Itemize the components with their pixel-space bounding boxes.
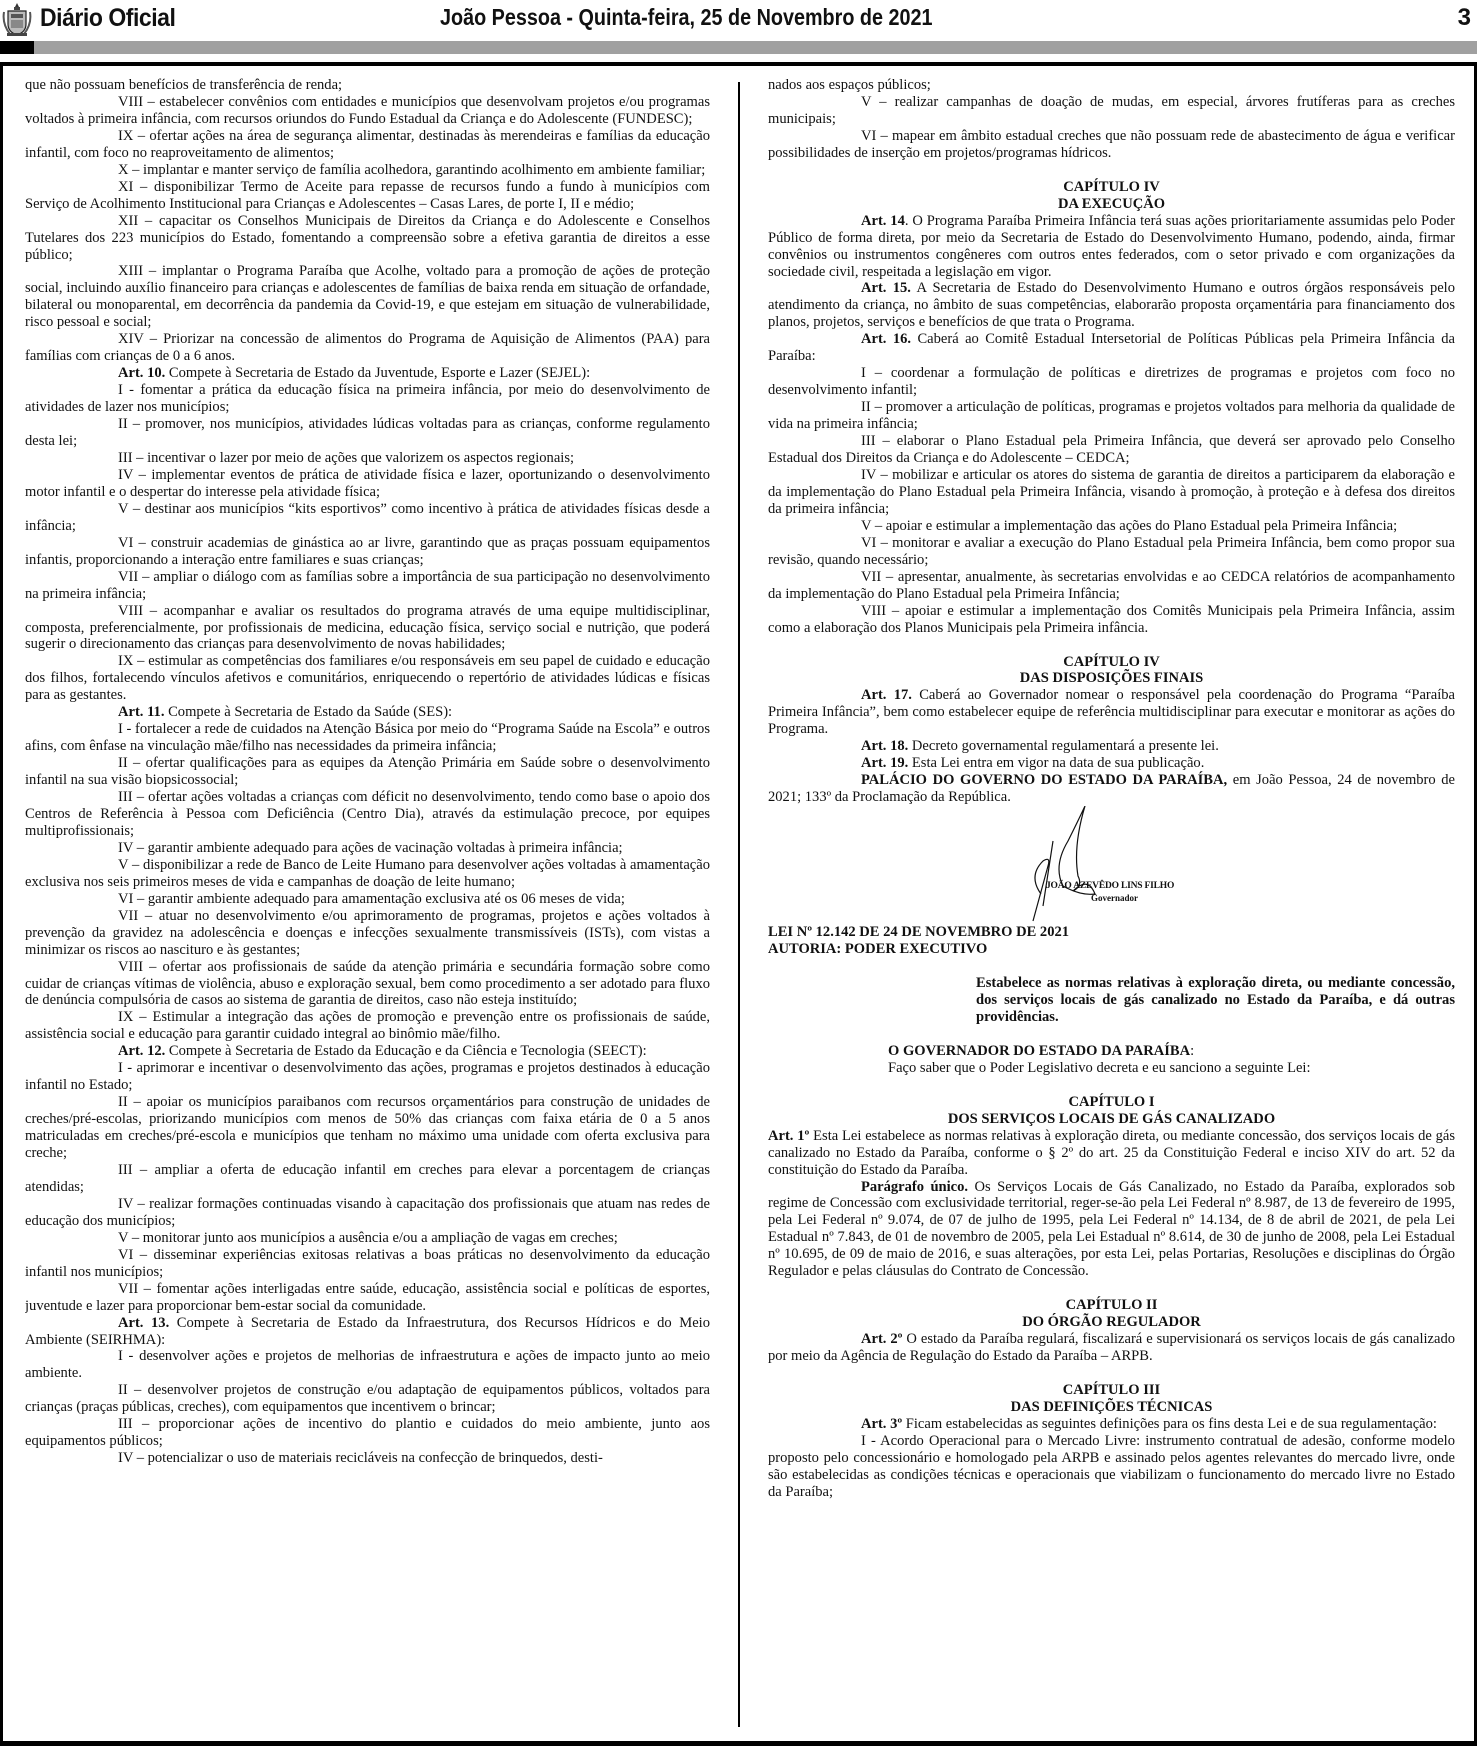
paragraph-text: VII – fomentar ações interligadas entre saúde, educação, assistência social e políticas de esportes, juventude e lazer para proporcionar bem-estar social da comunidade.	[25, 1280, 710, 1314]
paragraph	[25, 1382, 710, 1416]
paragraph-text: XII – capacitar os Conselhos Municipais de Direitos da Criança e do Adolescente e Conselhos Tutelares dos 223 municípios do Estado, fomentando a compreensão sobre a efetiva garantia de direitos a esse público;	[25, 212, 710, 263]
paragraph	[25, 467, 710, 501]
paragraph-text: que não possuam benefícios de transferência de renda;	[25, 77, 343, 93]
paragraph-text: III – incentivar o lazer por meio de ações que valorizem os aspectos regionais;	[118, 449, 575, 466]
paragraph-text: VI – construir academias de ginástica ao ar livre, garantindo que as praças possuam equipamentos infantis, proporcionando a interação entre familiares e suas crianças;	[25, 534, 710, 568]
paragraph	[25, 891, 710, 908]
paragraph-text: XI – disponibilizar Termo de Aceite para repasse de recursos fundo a fundo à municípios com Serviço de Acolhimento Institucional para Crianças e Adolescentes – Casas Lares, de porte I, II e médio;	[25, 178, 710, 212]
masthead	[0, 0, 1477, 56]
paragraph	[25, 94, 710, 128]
article-label: Art. 10.	[118, 365, 166, 382]
article-label: Art. 3º	[861, 1415, 903, 1432]
art13-continuation	[768, 77, 1455, 162]
paragraph-text: I - fomentar a prática da educação física na primeira infância, por meio do desenvolvimento de atividades de lazer nos municípios;	[25, 382, 710, 416]
article-paragraph	[768, 687, 1455, 738]
paragraph-text: I - aprimorar e incentivar o desenvolvimento das ações, programas e projetos destinados à educação infantil no Estado;	[25, 1060, 710, 1094]
paragraph-text: VIII – apoiar e estimular a implementação dos Comitês Municipais pela Primeira Infância, assim como a elaboração dos Planos Municipais pela Primeira infância.	[768, 602, 1455, 636]
article-label: Art. 12.	[118, 1043, 166, 1060]
paragraph	[25, 908, 710, 959]
chapter-heading: CAPÍTULO IV	[1063, 653, 1160, 670]
paragraph	[768, 77, 1455, 94]
paragraph-text: III – elaborar o Plano Estadual pela Primeira Infância, que deverá ser aprovado pelo Conselho Estadual dos Direitos da Criança e do Adolescente – CEDCA;	[768, 433, 1455, 467]
paragraph-text: XIII – implantar o Programa Paraíba que Acolhe, voltado para a promoção de ações de proteção social, incluindo auxílio financeiro para crianças e adolescentes de famílias de baixa renda em situação de orfandade, bilateral ou monoparental, em decorrência da pandemia da Covid-19, e que estejam em situação de vulnerabilidade, risco pessoal e social;	[25, 263, 710, 331]
signatory-name: JOÃO AZEVÊDO LINS FILHO	[1046, 881, 1175, 892]
paragraph-text: VII – atuar no desenvolvimento e/ou aprimoramento de programas, projetos e ações voltados à prevenção da gravidez na adolescência e doenças e infecções sexualmente transmissíveis (ISTs), com vistas a minimizar os riscos ao nascituro e às gestantes;	[25, 907, 710, 958]
article-paragraph	[25, 704, 710, 721]
paragraph	[25, 840, 710, 857]
paragraph	[25, 1348, 710, 1382]
article-label: Art. 17.	[861, 687, 912, 704]
paragraph	[25, 213, 710, 264]
paragraph	[25, 1230, 710, 1247]
paragraph	[25, 382, 710, 416]
paragraph-text: V – realizar campanhas de doação de mudas, em especial, árvores frutíferas para as creches municipais;	[768, 93, 1455, 127]
paragraph-text: VIII – ofertar aos profissionais de saúde da atenção primária e secundária formação sobre como cuidar de crianças vítimas de violência, abuso e exploração sexual, bem como procedimento a ser adotado para fluxo de denúncia compulsória de casos ao sistema de garantia de direitos, caso não esteja instituído;	[25, 958, 710, 1009]
chapter-3-body	[768, 1416, 1455, 1501]
paragraph-text: Compete à Secretaria de Estado da Educação e da Ciência e Tecnologia (SEECT):	[165, 1043, 647, 1060]
paragraph	[25, 789, 710, 840]
paragraph-text: II – desenvolver projetos de construção e/ou adaptação de equipamentos públicos, voltados para crianças (praças públicas, creches), com equipamentos que incentivem o brincar;	[25, 1382, 710, 1416]
chapter-subtitle: DOS SERVIÇOS LOCAIS DE GÁS CANALIZADO	[947, 1110, 1276, 1127]
paragraph	[25, 653, 710, 704]
coat-of-arms-icon	[2, 2, 32, 38]
paragraph-text: VII – apresentar, anualmente, às secretarias envolvidas e ao CEDCA relatórios de acompanhamento da implementação do Plano Estadual pela Primeira Infância;	[768, 568, 1455, 602]
paragraph	[25, 179, 710, 213]
paragraph	[25, 501, 710, 535]
paragraph-text: VI – disseminar experiências exitosas relativas a boas práticas no desenvolvimento da educação infantil nos municípios;	[25, 1246, 710, 1280]
chapter-heading: CAPÍTULO II	[1065, 1297, 1158, 1314]
article-paragraph	[768, 1416, 1455, 1433]
paragraph-text: V – disponibilizar a rede de Banco de Leite Humano para desenvolver ações voltadas à amamentação exclusiva nos seis primeiros meses de vida e campanhas de doação de leite humano;	[25, 856, 710, 890]
paragraph-text: Compete à Secretaria de Estado da Infraestrutura, dos Recursos Hídricos e do Meio Ambiente (SEIRHMA):	[25, 1314, 710, 1348]
paragraph-text: VIII – estabelecer convênios com entidades e municípios que desenvolvam projetos e/ou programas voltados à primeira infância, com recursos oriundos do Fundo Estadual da Criança e do Adolescente (FUNDESC);	[25, 93, 710, 127]
paragraph	[25, 1060, 710, 1094]
article-label: Art. 18.	[861, 738, 909, 755]
article-label: Art. 1º	[768, 1127, 810, 1144]
header-rule	[0, 41, 1477, 54]
article-paragraph	[768, 280, 1455, 331]
paragraph	[25, 331, 710, 365]
article-paragraph	[25, 1043, 710, 1060]
chapter-subtitle: DAS DISPOSIÇÕES FINAIS	[1019, 670, 1204, 687]
paragraph	[25, 959, 710, 1010]
column-divider	[738, 82, 740, 1727]
article-paragraph	[768, 772, 1455, 806]
issue-dateline: João Pessoa - Quinta-feira, 25 de Novembro de 2021	[440, 4, 933, 30]
paragraph	[25, 1450, 710, 1467]
article-paragraph	[768, 213, 1455, 281]
chapter-subtitle: DAS DEFINIÇÕES TÉCNICAS	[1010, 1399, 1213, 1415]
paragraph	[25, 603, 710, 654]
paragraph	[25, 450, 710, 467]
paragraph	[768, 94, 1455, 128]
paragraph	[25, 1094, 710, 1162]
paragraph	[25, 857, 710, 891]
paragraph-text: V – apoiar e estimular a implementação das ações do Plano Estadual pela Primeira Infância;	[861, 517, 1398, 534]
paragraph	[768, 535, 1455, 569]
paragraph-text: XIV – Priorizar na concessão de alimentos do Programa de Aquisição de Alimentos (PAA) para famílias com crianças de 0 a 6 anos.	[25, 331, 710, 365]
paragraph-text: II – promover, nos municípios, atividades lúdicas voltadas para as crianças, conforme regulamento desta lei;	[25, 416, 710, 450]
paragraph-text: IV – implementar eventos de prática de atividade física e lazer, oportunizando o desenvolvimento motor infantil e o despertar do interesse pela atividade física;	[25, 466, 710, 500]
paragraph-text: VI – garantir ambiente adequado para amamentação exclusiva até os 06 meses de vida;	[118, 890, 625, 907]
paragraph	[25, 1247, 710, 1281]
final-provisions-body	[768, 687, 1455, 806]
governor-signature-block	[768, 806, 1455, 924]
chapter-1-body	[768, 1128, 1455, 1281]
paragraph-text: Caberá ao Governador nomear o responsável pela coordenação do Programa “Paraíba Primeira Infância”, bem como estabelecer equipe de referência multidisciplinar para executar e monitorar as ações do Programa.	[768, 687, 1455, 738]
paragraph-text: II – apoiar os municípios paraibanos com recursos orçamentários para construção de unidades de creches/pré-escolas, priorizando municípios com menos de 50% das crianças com faixa etária de 0 a 5 anos matriculadas em creches/pré-escola e municípios que tenham no máximo uma unidade com oferta exclusiva para creche;	[25, 1094, 710, 1162]
chapter-subtitle: DA EXECUÇÃO	[1057, 195, 1166, 212]
chapter-2-body	[768, 1331, 1455, 1365]
article-label: Art. 2º	[861, 1331, 903, 1348]
paragraph-text: V – monitorar junto aos municípios a ausência e/ou a ampliação de vagas em creches;	[118, 1229, 618, 1246]
paragraph	[25, 1281, 710, 1315]
article-label: PALÁCIO DO GOVERNO DO ESTADO DA PARAÍBA,	[861, 772, 1228, 789]
paragraph-text: Decreto governamental regulamentará a presente lei.	[908, 738, 1219, 755]
article-paragraph	[768, 755, 1455, 772]
header-rule-accent	[0, 41, 34, 54]
enactment-clause: Faço saber que o Poder Legislativo decreta e eu sanciono a seguinte Lei:	[888, 1059, 1311, 1076]
paragraph	[768, 518, 1455, 535]
paragraph-text: II – ofertar qualificações para as equipes da Atenção Primária em Saúde sobre o desenvolvimento infantil na sua visão biopsicossocial;	[25, 755, 710, 789]
article-label: Art. 13.	[118, 1314, 170, 1331]
publication-title: Diário Oficial	[40, 4, 176, 32]
right-column	[768, 77, 1455, 1729]
paragraph	[25, 569, 710, 603]
paragraph	[25, 162, 710, 179]
paragraph-text: Esta Lei estabelece as normas relativas à exploração direta, ou mediante concessão, dos serviços locais de gás canalizado no Estado da Paraíba, conforme o § 2º do art. 25 da Constituição Federal e inciso XIV do art. 52 da constituição do Estado da Paraíba.	[768, 1127, 1455, 1178]
left-column	[25, 77, 710, 1729]
article-label: Parágrafo único.	[861, 1178, 969, 1195]
paragraph	[25, 755, 710, 789]
paragraph-text: III – ampliar a oferta de educação infantil em creches para elevar a porcentagem de crianças atendidas;	[25, 1162, 710, 1195]
chapter-heading: CAPÍTULO IV	[1063, 178, 1160, 195]
paragraph-text: X – implantar e manter serviço de família acolhedora, garantindo acolhimento em ambiente familiar;	[118, 161, 706, 178]
paragraph-text: I - fortalecer a rede de cuidados na Atenção Básica por meio do “Programa Saúde na Escola” e outros afins, com ênfase na vinculação mãe/filho nas necessidades da primeira infância;	[25, 721, 710, 755]
signatory-role: Governador	[1091, 893, 1138, 904]
paragraph	[25, 1196, 710, 1230]
article-paragraph	[25, 1315, 710, 1349]
paragraph-text: VIII – acompanhar e avaliar os resultados do programa através de uma equipe multidisciplinar, composta, preferencialmente, por profissionais de medicina, educação física, serviço social e nutrição, que poderá sugerir o direcionamento das crianças para desenvolvimento de novas habilidades;	[25, 602, 710, 653]
paragraph-text: III – proporcionar ações de incentivo do plantio e cuidados do meio ambiente, junto aos equipamentos públicos;	[25, 1416, 710, 1450]
paragraph-text: VI – mapear em âmbito estadual creches que não possuam rede de abastecimento de água e verificar possibilidades de inserção em projetos/programas hídricos.	[768, 127, 1455, 161]
paragraph-text: IX – Estimular a integração das ações de promoção e prevenção entre os profissionais de saúde, assistência social e educação para garantir cuidado integral ao binômio mãe/filho.	[25, 1009, 710, 1043]
paragraph	[768, 569, 1455, 603]
paragraph	[25, 1162, 710, 1196]
paragraph-text: I – coordenar a formulação de políticas e diretrizes de programas e projetos com foco no desenvolvimento infantil;	[768, 365, 1455, 399]
page-number: 3	[1457, 4, 1471, 31]
article-label: Art. 11.	[118, 704, 165, 721]
paragraph-text: IX – ofertar ações na área de segurança alimentar, destinadas às merendeiras e famílias da educação infantil, com foco no reaproveitamento de alimentos;	[25, 127, 710, 161]
law-title: LEI Nº 12.142 DE 24 DE NOVEMBRO DE 2021	[768, 924, 1070, 941]
chapter-heading: CAPÍTULO III	[1062, 1382, 1161, 1399]
governor-heading: O GOVERNADOR DO ESTADO DA PARAÍBA:	[888, 1042, 1195, 1059]
article-label: Art. 14	[861, 212, 905, 229]
paragraph	[768, 603, 1455, 637]
paragraph	[768, 1433, 1455, 1501]
paragraph	[768, 128, 1455, 162]
article-paragraph	[768, 1331, 1455, 1365]
chapter-execucao-body	[768, 213, 1455, 637]
paragraph-text: I - Acordo Operacional para o Mercado Livre: instrumento contratual de adesão, conforme modelo proposto pelo concessionário e homologado pela ARPB e assinado pelos agentes relevantes do mercado livre, onde são estabelecidas as condições técnicas e operacionais que viabilizam o funcionamento do mercado livre no Estado da Paraíba;	[768, 1432, 1455, 1500]
paragraph-text: Esta Lei entra em vigor na data de sua publicação.	[908, 755, 1205, 772]
paragraph	[768, 365, 1455, 399]
paragraph-text: IV – realizar formações continuadas visando à capacitação dos profissionais que atuam nas redes de educação dos municípios;	[25, 1195, 710, 1229]
article-paragraph	[25, 365, 710, 382]
paragraph	[768, 433, 1455, 467]
paragraph-text: nados aos espaços públicos;	[768, 77, 931, 93]
law-author: AUTORIA: PODER EXECUTIVO	[768, 941, 988, 958]
paragraph-text: IV – potencializar o uso de materiais recicláveis na confecção de brinquedos, desti-	[118, 1450, 603, 1467]
paragraph	[25, 263, 710, 331]
paragraph-text: II – promover a articulação de políticas, programas e projetos voltados para melhoria da qualidade de vida na primeira infância;	[768, 399, 1455, 433]
paragraph-text: IV – mobilizar e articular os atores do sistema de garantia de direitos a participarem da elaboração e da implementação do Plano Estadual pela Primeira Infância, visando à promoção, à proteção e à defesa dos direitos da primeira infância;	[768, 466, 1455, 517]
article-label: Art. 16.	[861, 331, 912, 348]
paragraph-text: III – ofertar ações voltadas a crianças com déficit no desenvolvimento, tendo como base o apoio dos Centros de Referência à Pessoa com Deficiência (Centro Dia), através da estimulação precoce, por equipes multiprofissionais;	[25, 789, 710, 839]
article-paragraph	[768, 1179, 1455, 1281]
paragraph	[25, 1009, 710, 1043]
paragraph-text: VI – monitorar e avaliar a execução do Plano Estadual pela Primeira Infância, bem como propor sua revisão, quando necessário;	[768, 534, 1455, 568]
chapter-subtitle: DO ÓRGÃO REGULADOR	[1022, 1314, 1201, 1331]
paragraph-text: O estado da Paraíba regulará, fiscalizará e supervisionará os serviços locais de gás canalizado por meio da Agência de Regulação do Estado da Paraíba – ARPB.	[768, 1331, 1455, 1365]
paragraph-text: Ficam estabelecidas as seguintes definições para os fins desta Lei e de sua regulamentação:	[902, 1415, 1437, 1432]
law-summary: Estabelece as normas relativas à exploração direta, ou mediante concessão, dos serviços locais de gás canalizado no Estado da Paraíba, e dá outras providências.	[976, 974, 1455, 1025]
paragraph-text: Compete à Secretaria de Estado da Juventude, Esporte e Lazer (SEJEL):	[165, 365, 591, 382]
paragraph-text: VII – ampliar o diálogo com as famílias sobre a importância de sua participação no desenvolvimento na primeira infância;	[25, 568, 710, 602]
chapter-heading: CAPÍTULO I	[1068, 1093, 1155, 1110]
paragraph	[25, 77, 710, 94]
article-paragraph	[768, 1128, 1455, 1179]
paragraph	[25, 416, 710, 450]
paragraph-text: Os Serviços Locais de Gás Canalizado, no Estado da Paraíba, explorados sob regime de Concessão com exclusividade territorial, reger-se-ão pela Lei Federal nº 8.987, de 13 de fevereiro de 1995, pela Lei Federal nº 9.074, de 07 de julho de 1995, pela Lei Federal nº 14.134, de 8 de abril de 2021, de pela Lei Estadual nº 7.843, de 01 de novembro de 2005, pela Lei Estadual nº 8.614, de 30 de junho de 2008, pela Lei Estadual nº 10.695, de 09 de maio de 2016, e suas alterações, por esta Lei, pelas Portarias, Resoluções e disciplinas do Órgão Regulador e pelas cláusulas do Contrato de Concessão.	[768, 1178, 1455, 1280]
paragraph-text: I - desenvolver ações e projetos de melhorias de infraestrutura e ações de impacto junto ao meio ambiente.	[25, 1348, 710, 1382]
article-paragraph	[768, 738, 1455, 755]
paragraph	[768, 467, 1455, 518]
paragraph-text: . O Programa Paraíba Primeira Infância terá suas ações prioritariamente assumidas pelo Poder Público de forma direta, por meio da Secretaria de Estado do Desenvolvimento Humano, podendo, ainda, firmar convênios ou instrumentos congêneres com outros entes federados, com o setor privado e com organizações da sociedade civil, respeitada a legislação em vigor.	[768, 212, 1455, 280]
article-label: Art. 15.	[861, 280, 911, 297]
paragraph	[25, 535, 710, 569]
paragraph-text: V – destinar aos municípios “kits esportivos” como incentivo à prática de atividades físicas desde a infância;	[25, 500, 710, 534]
paragraph	[768, 399, 1455, 433]
paragraph-text: Caberá ao Comitê Estadual Intersetorial de Políticas Públicas pela Primeira Infância da Paraíba:	[768, 331, 1455, 365]
paragraph-text: IV – garantir ambiente adequado para ações de vacinação voltadas à primeira infância;	[118, 839, 623, 856]
paragraph	[25, 721, 710, 755]
paragraph-text: A Secretaria de Estado do Desenvolvimento Humano e outros órgãos responsáveis pelo atendimento da criança, no âmbito de suas competências, elaborarão proposta orçamentária para financiamento dos planos, projetos, serviços e benefícios de que trata o Programa.	[768, 280, 1455, 331]
paragraph	[25, 128, 710, 162]
paragraph-text: Compete à Secretaria de Estado da Saúde (SES):	[164, 704, 453, 721]
paragraph-text: IX – estimular as competências dos familiares e/ou responsáveis em seu papel de cuidado e educação dos filhos, fortalecendo vínculos afetivos e comunitários, enriquecendo o repertório de atividades lúdicas e físicas para as gestantes.	[25, 653, 710, 704]
article-label: Art. 19.	[861, 755, 909, 772]
article-paragraph	[768, 331, 1455, 365]
paragraph-text: em João Pessoa, 24 de novembro de 2021; 133º da Proclamação da República.	[768, 772, 1455, 806]
paragraph	[25, 1416, 710, 1450]
